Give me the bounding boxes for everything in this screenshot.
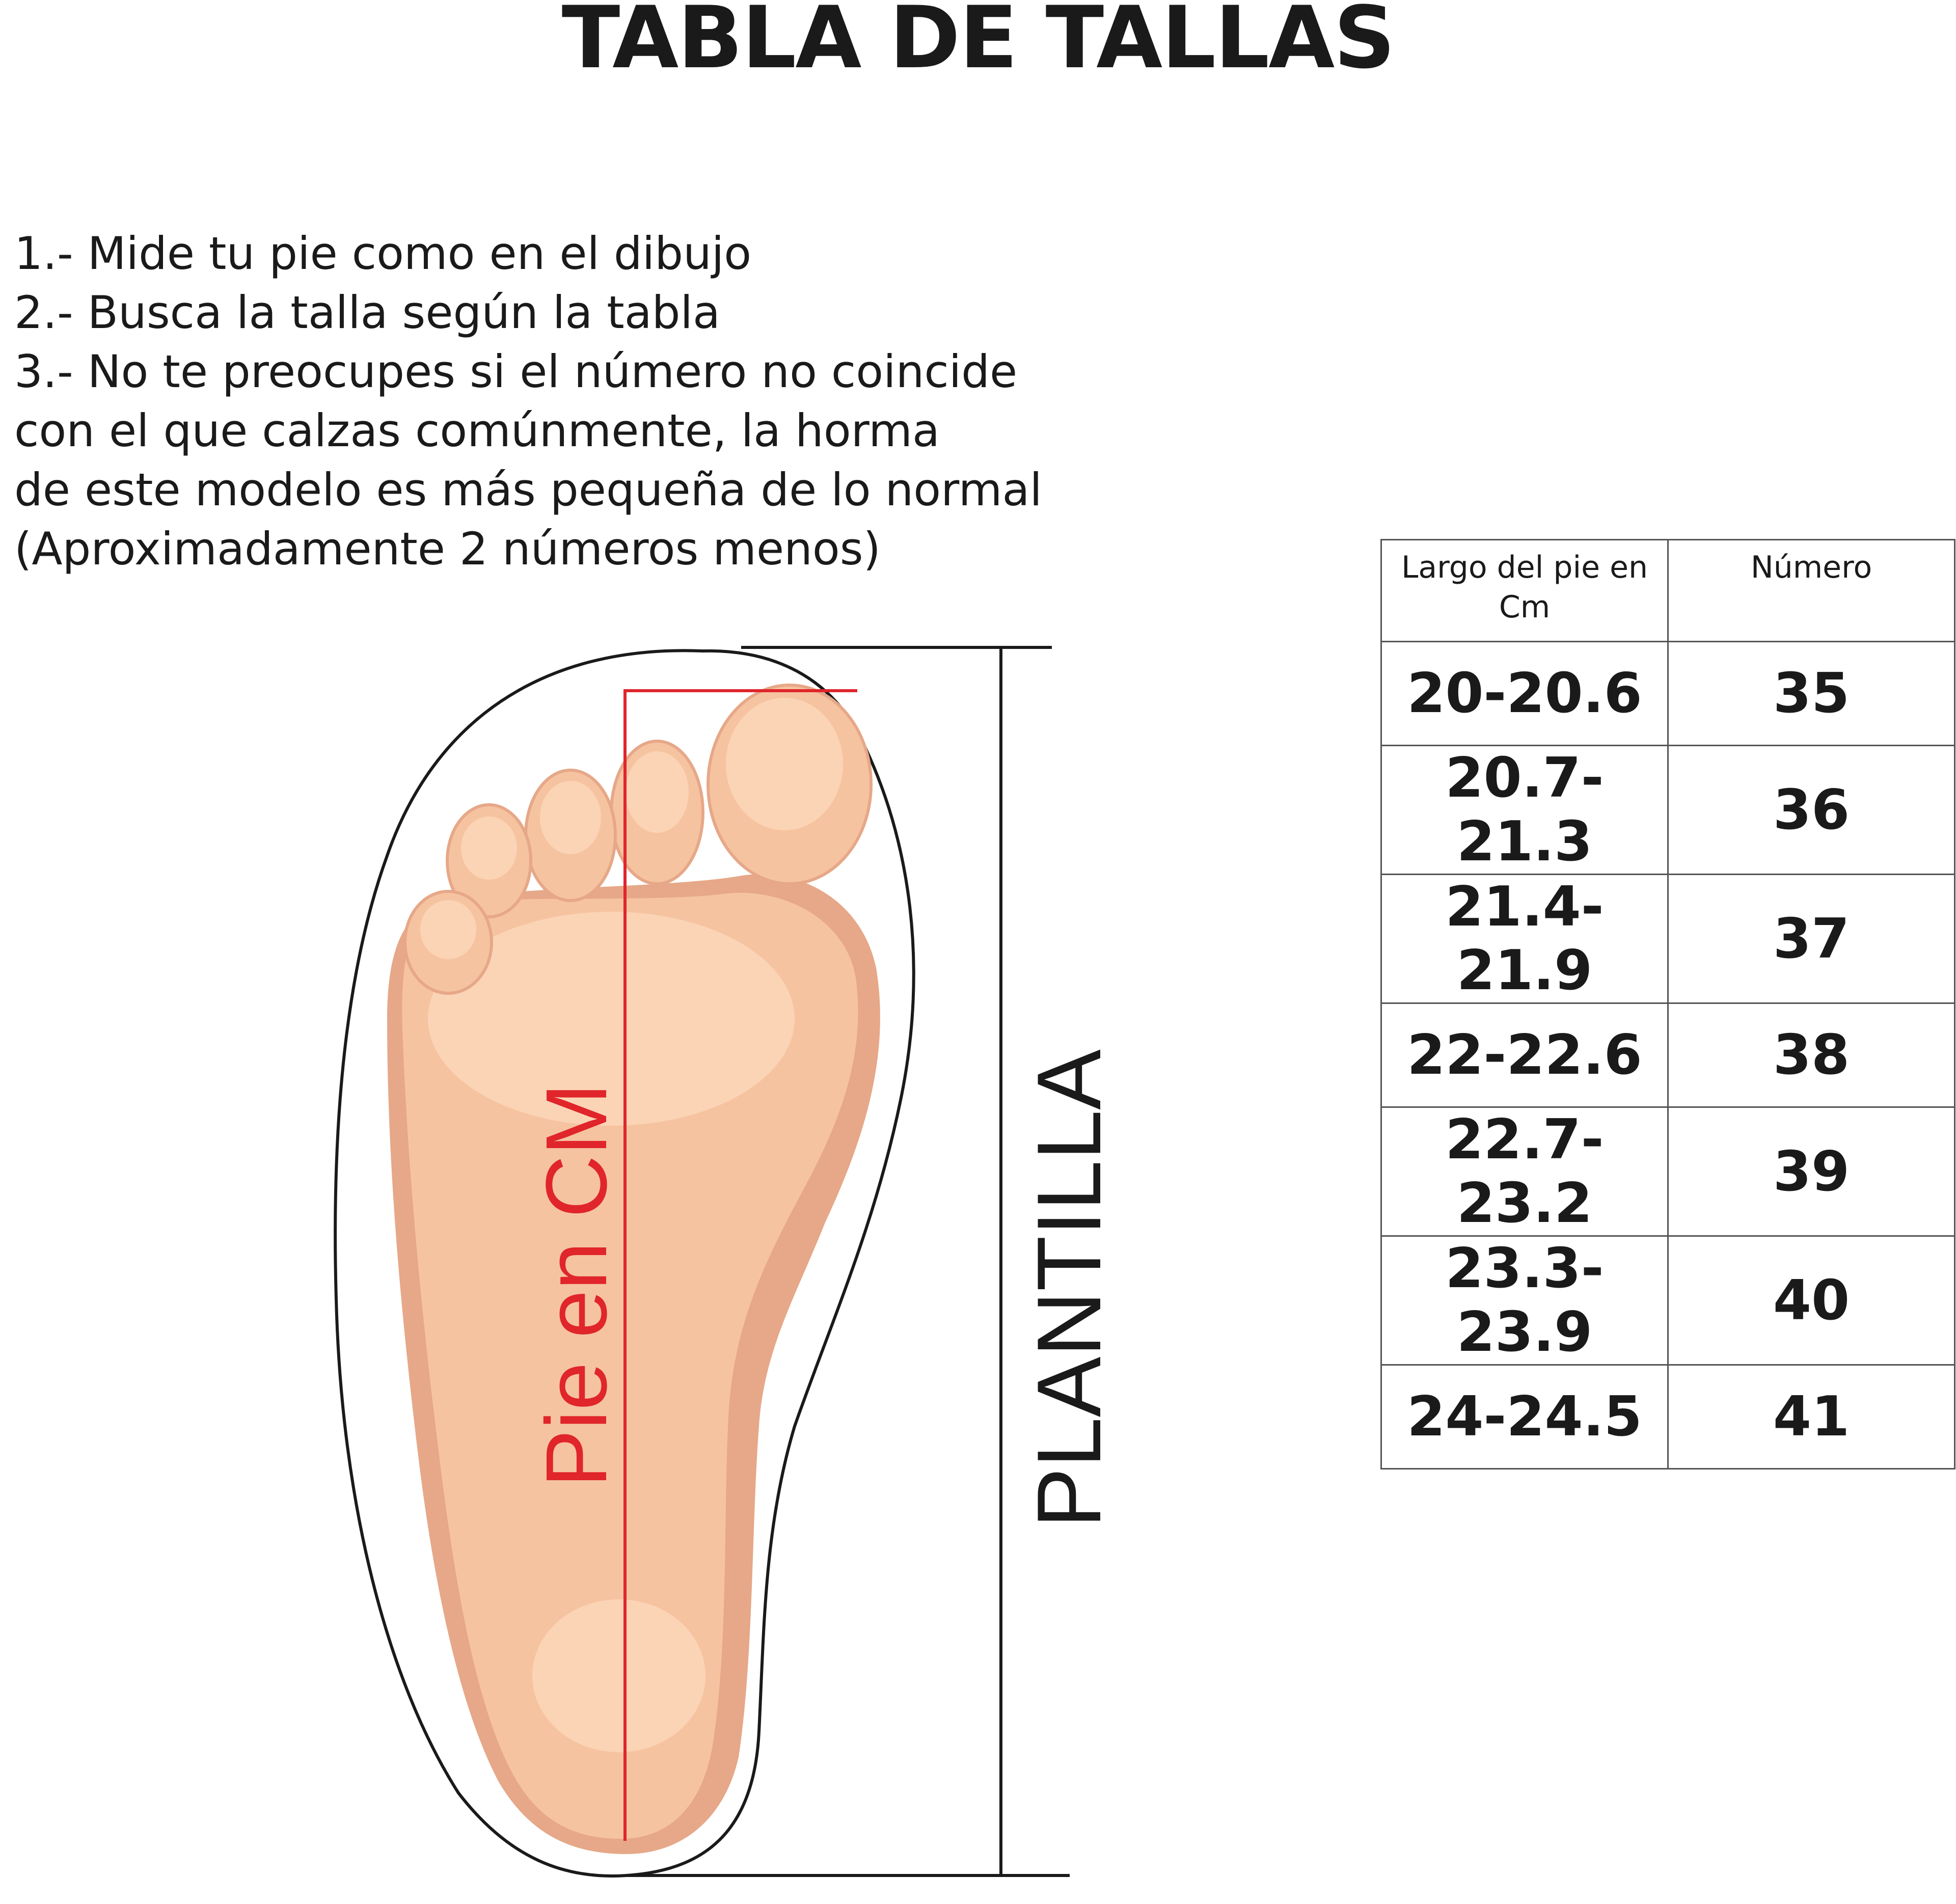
- size-cell: 39: [1668, 1107, 1955, 1236]
- size-cell: 41: [1668, 1365, 1955, 1469]
- foot-heel-highlight: [532, 1599, 705, 1752]
- insole-label: PLANTILLA: [1018, 1049, 1120, 1528]
- foot-sole: [387, 685, 880, 1854]
- table-row: [1381, 1003, 1955, 1107]
- table-header-row: [1381, 540, 1955, 642]
- size-cell: 35: [1668, 642, 1955, 746]
- big-toe-pad: [726, 698, 843, 830]
- foot-length-cell: 21.4-21.9: [1381, 875, 1668, 1003]
- instructions-list: [14, 224, 1186, 579]
- toe-four-pad: [461, 817, 517, 880]
- foot-length-cell: 22-22.6: [1381, 1003, 1668, 1107]
- table-row: [1381, 746, 1955, 875]
- foot-length-cell: 23.3-23.9: [1381, 1236, 1668, 1365]
- size-cell: 36: [1668, 746, 1955, 875]
- instruction-line: 2.- Busca la talla según la tabla: [14, 286, 720, 339]
- size-cell: 40: [1668, 1236, 1955, 1365]
- foot-length-cell: 20-20.6: [1381, 642, 1668, 746]
- table-row: [1381, 1236, 1955, 1365]
- column-header-foot-length: Largo del pie en Cm: [1381, 540, 1668, 642]
- toe-three-pad: [540, 781, 601, 854]
- column-header-size: Número: [1668, 540, 1955, 642]
- size-cell: 38: [1668, 1003, 1955, 1107]
- foot-length-cell: 24-24.5: [1381, 1365, 1668, 1469]
- table-row: [1381, 875, 1955, 1003]
- size-cell: 37: [1668, 875, 1955, 1003]
- table-row: [1381, 1107, 1955, 1236]
- table-row: [1381, 642, 1955, 746]
- size-table: [1380, 539, 1955, 1470]
- toe-five-pad: [420, 900, 476, 959]
- instruction-line: 3.- No te preocupes si el número no coincide: [14, 345, 1018, 398]
- instruction-line: (Aproximadamente 2 números menos): [14, 523, 881, 575]
- instruction-line: de este modelo es más pequeña de lo normal: [14, 464, 1042, 516]
- table-row: [1381, 1365, 1955, 1469]
- instruction-line: con el que calzas comúnmente, la horma: [14, 404, 940, 457]
- page-title: TABLA DE TALLAS: [561, 0, 1395, 88]
- foot-length-cell: 22.7-23.2: [1381, 1107, 1668, 1236]
- instruction-line: 1.- Mide tu pie como en el dibujo: [14, 227, 752, 280]
- foot-length-cell: 20.7-21.3: [1381, 746, 1668, 875]
- foot-measurement-diagram: [0, 601, 1222, 1904]
- foot-length-label: Pie en CM: [528, 1083, 625, 1487]
- toe-two-pad: [626, 751, 689, 833]
